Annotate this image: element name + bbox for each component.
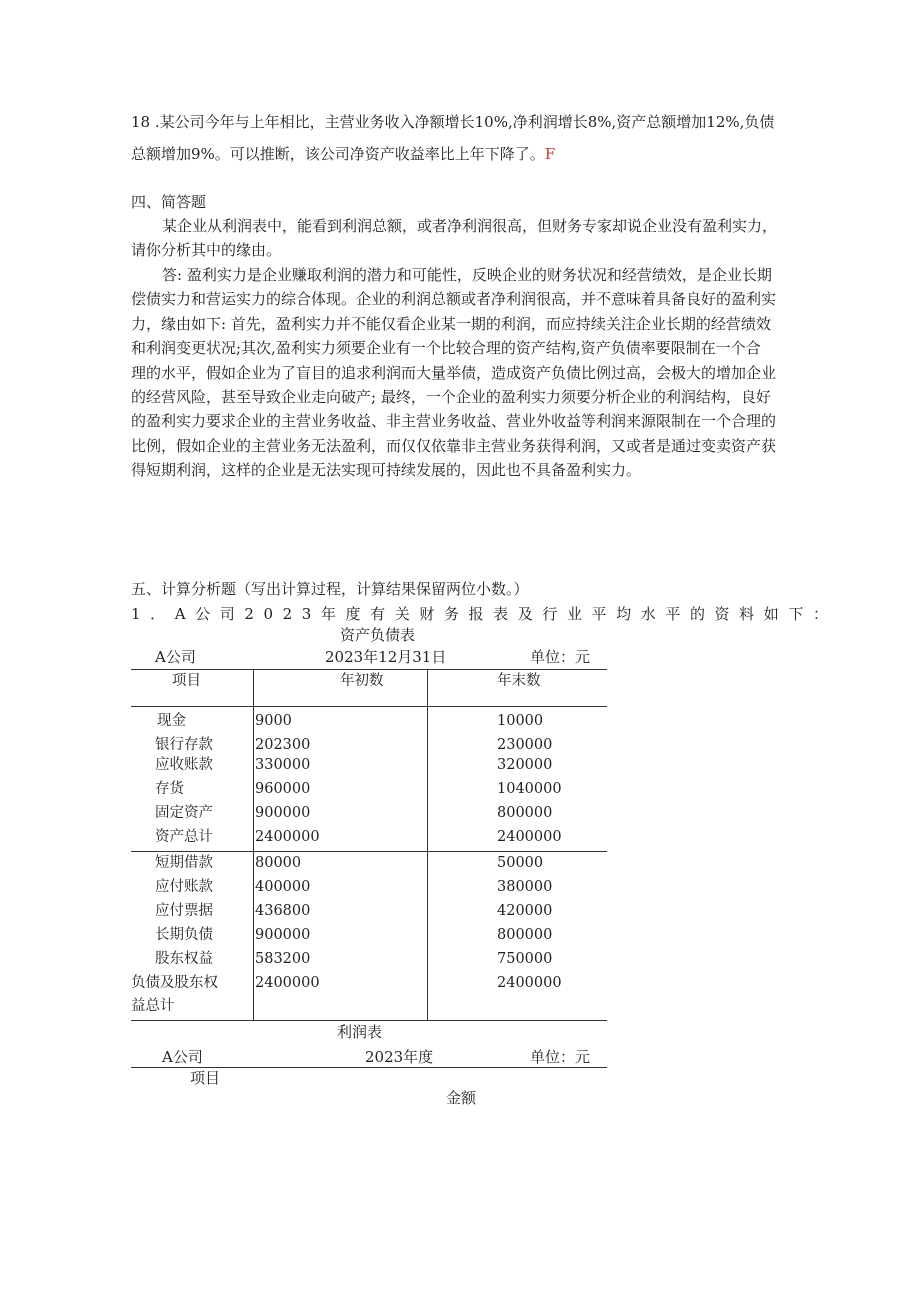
row-begin-value: 583200 (255, 951, 311, 967)
row-end-value: 2400000 (497, 975, 562, 991)
row-begin-value: 960000 (255, 781, 311, 797)
income-statement-title: 利润表 (337, 1023, 383, 1041)
column-divider (427, 851, 428, 1020)
row-label: 现金 (157, 713, 186, 729)
row-end-value: 230000 (497, 737, 553, 753)
answer-line: 比例，假如企业的主营业务无法盈利，而仅仅依靠非主营业务获得利润，又或者是通过变卖资产获 (131, 436, 777, 455)
row-end-value: 380000 (497, 879, 553, 895)
row-begin-value: 900000 (255, 805, 311, 821)
question-line: 请你分析其中的缘由。 (131, 241, 282, 259)
balance-sheet-company: A公司 (155, 648, 196, 666)
row-begin-value: 80000 (255, 855, 302, 871)
q18-text: 总额增加9%。可以推断，该公司净资产收益率比上年下降了。 (131, 145, 545, 163)
row-end-value: 50000 (497, 855, 544, 871)
balance-sheet-date: 2023年12月31日 (325, 648, 447, 666)
balance-sheet-title: 资产负债表 (340, 626, 416, 644)
answer-line: 理的水平，假如企业为了盲目的追求利润而大量举债，造成资产负债比例过高，会极大的增加企业 (131, 363, 777, 382)
row-begin-value: 9000 (255, 713, 292, 729)
header-end: 年末数 (497, 673, 541, 689)
answer-line: 的盈利实力要求企业的主营业务收益、非主营业务收益、营业外收益等利润来源限制在一个合理的 (131, 412, 777, 431)
row-label: 银行存款 (155, 737, 213, 753)
row-label: 资产总计 (155, 829, 213, 845)
row-label: 股东权益 (155, 951, 213, 967)
row-begin-value: 202300 (255, 737, 311, 753)
table-rule (131, 669, 607, 670)
row-label: 应付账款 (155, 879, 213, 895)
q18-line1: 18 .某公司今年与上年相比，主营业务收入净额增长10%,净利润增长8%,资产总额增加12%,负债 (131, 113, 775, 131)
answer-line: 偿债实力和营运实力的综合体现。企业的利润总额或者净利润很高，并不意味着具备良好的盈利实 (131, 290, 777, 309)
row-end-value: 750000 (497, 951, 553, 967)
row-label: 固定资产 (155, 805, 213, 821)
row-end-value: 10000 (497, 713, 544, 729)
table-rule (131, 851, 607, 852)
income-header-item: 项目 (190, 1069, 221, 1087)
section4-title: 四、简答题 (131, 193, 207, 211)
row-begin-value: 2400000 (255, 975, 320, 991)
balance-sheet-unit: 单位：元 (530, 648, 591, 666)
answer-line: 的经营风险，甚至导致企业走向破产; 最终，一个企业的盈利实力须要分析企业的利润结构，良好 (131, 388, 771, 406)
row-begin-value: 2400000 (255, 829, 320, 845)
q18-answer: F (544, 145, 556, 163)
income-header-amount: 金额 (446, 1089, 477, 1107)
answer-line: 和利润变更状况;其次,盈利实力须要企业有一个比较合理的资产结构,资产负债率要限制在一个合 (131, 339, 761, 358)
header-begin: 年初数 (340, 673, 384, 689)
row-end-value: 800000 (497, 805, 553, 821)
q1-text: 1．A公司2023年度有关财务报表及行业平均水平的资料如下： (131, 605, 838, 623)
row-begin-value: 400000 (255, 879, 311, 895)
row-label: 长期负债 (155, 927, 213, 943)
income-company: A公司 (162, 1048, 203, 1066)
header-item: 项目 (172, 673, 201, 689)
table-rule (131, 706, 607, 707)
row-label: 存货 (155, 781, 184, 797)
row-label: 应收账款 (155, 757, 213, 773)
row-end-value: 2400000 (497, 829, 562, 845)
row-begin-value: 900000 (255, 927, 311, 943)
row-end-value: 1040000 (497, 781, 562, 797)
row-end-value: 420000 (497, 903, 553, 919)
row-label: 短期借款 (155, 855, 213, 871)
row-end-value: 800000 (497, 927, 553, 943)
income-unit: 单位：元 (530, 1048, 591, 1066)
column-divider (253, 669, 254, 1020)
answer-line: 力，缘由如下: 首先，盈利实力并不能仅看企业某一期的利润，而应持续关注企业长期的经营绩效 (131, 314, 771, 333)
column-divider (427, 669, 428, 852)
section5-title: 五、计算分析题（写出计算过程，计算结果保留两位小数。） (131, 580, 529, 598)
row-label: 负债及股东权 (131, 975, 218, 991)
answer-line: 得短期利润，这样的企业是无法实现可持续发展的，因此也不具备盈利实力。 (131, 461, 642, 480)
row-end-value: 320000 (497, 757, 553, 773)
row-begin-value: 436800 (255, 903, 311, 919)
table-rule (131, 1020, 607, 1021)
question-line: 某企业从利润表中，能看到利润总额，或者净利润很高，但财务专家却说企业没有盈利实力， (162, 217, 778, 235)
q18-line2 (131, 144, 555, 164)
answer-line: 答: 盈利实力是企业赚取利润的潜力和可能性，反映企业的财务状况和经营绩效，是企业长期 (162, 266, 772, 284)
row-label: 应付票据 (155, 903, 213, 919)
row-begin-value: 330000 (255, 757, 311, 773)
income-period: 2023年度 (365, 1048, 434, 1066)
row-label-cont: 益总计 (131, 998, 175, 1014)
